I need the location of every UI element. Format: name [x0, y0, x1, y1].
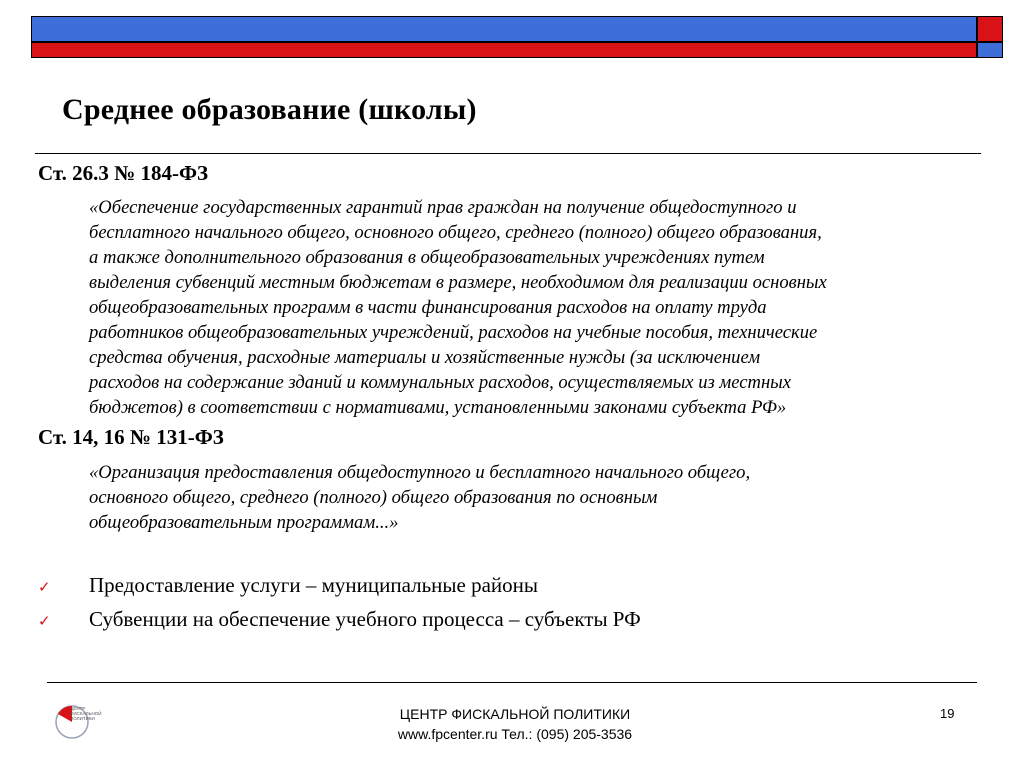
header-square-blue [977, 42, 1003, 58]
quote-line: а также дополнительного образования в общеобразовательных учреждениях путем [89, 247, 765, 268]
quote-line: «Организация предоставления общедоступного и бесплатного начального общего, [89, 462, 751, 483]
quote-line: работников общеобразовательных учреждений, расходов на учебные пособия, технические [89, 322, 818, 343]
list-item [38, 573, 641, 607]
list-item [38, 607, 641, 641]
title-divider [35, 153, 981, 154]
bullet-text: Субвенции на обеспечение учебного процесса – субъекты РФ [89, 607, 641, 631]
header-square-red [977, 16, 1003, 42]
quote-line: средства обучения, расходные материалы и хозяйственные нужды (за исключением [89, 347, 761, 368]
logo-text-line: ЦЕНТР [70, 706, 86, 711]
bullet-text: Предоставление услуги – муниципальные районы [89, 573, 538, 597]
quote-line: бесплатного начального общего, основного общего, среднего (полного) общего образования, [89, 222, 822, 243]
checkmark-icon: ✓ [38, 578, 51, 596]
page-number: 19 [940, 706, 955, 721]
quote-line: расходов на содержание зданий и коммунальных расходов, осуществляемых из местных [89, 372, 792, 393]
quote-line: «Обеспечение государственных гарантий прав граждан на получение общедоступного и [89, 197, 797, 218]
bullet-list [38, 573, 641, 641]
quote-line: основного общего, среднего (полного) общего образования по основным [89, 487, 658, 508]
footer-divider [47, 682, 977, 683]
law-quote-1 [89, 195, 999, 420]
quote-line: общеобразовательных программ в части финансирования расходов на оплату труда [89, 297, 767, 318]
law-reference-1: Ст. 26.3 № 184-ФЗ [38, 161, 209, 185]
slide-title: Среднее образование (школы) [62, 93, 477, 126]
logo-text-line: ФИСКАЛЬНОЙ [70, 711, 102, 716]
quote-line: бюджетов) в соответствии с нормативами, установленными законами субъекта РФ» [89, 397, 787, 418]
checkmark-icon: ✓ [38, 612, 51, 630]
fiscal-center-logo [50, 698, 110, 740]
header-bar-blue [31, 16, 977, 42]
quote-line: выделения субвенций местным бюджетам в размере, необходимом для реализации основных [89, 272, 827, 293]
footer-contact: www.fpcenter.ru Тел.: (095) 205-3536 [397, 726, 633, 742]
quote-line: общеобразовательным программам...» [89, 512, 399, 533]
footer-organization: ЦЕНТР ФИСКАЛЬНОЙ ПОЛИТИКИ [399, 706, 631, 722]
law-reference-2: Ст. 14, 16 № 131-ФЗ [38, 425, 224, 449]
logo-text-line: ПОЛИТИКИ [70, 716, 95, 721]
header-bar-red [31, 42, 977, 58]
law-quote-2 [89, 460, 999, 535]
